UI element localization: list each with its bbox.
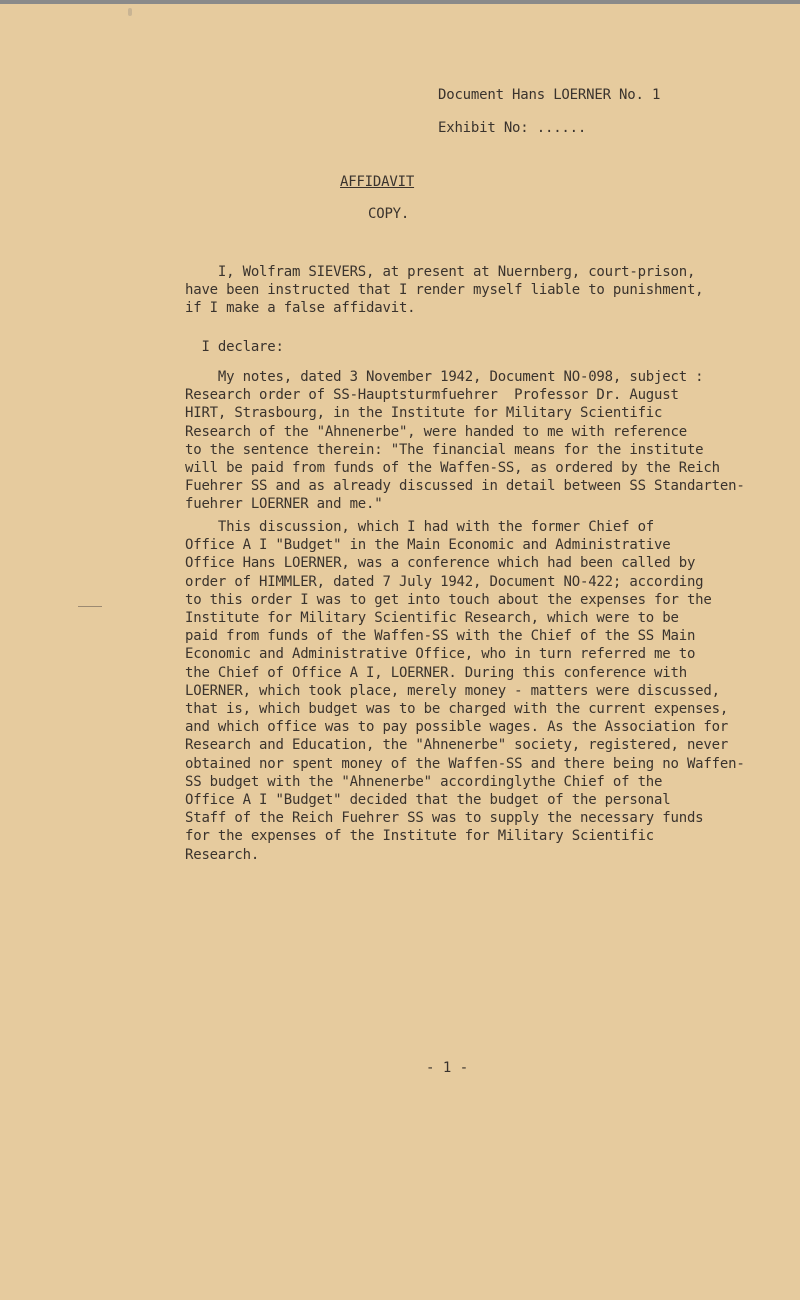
paragraph-notes: My notes, dated 3 November 1942, Document NO-098, subject : Research order of SS-Hauptsturmfuehrer Professor Dr. August HIRT, Strasbourg, in the Institute for Military Scientific Research of the "Ahnenerbe", were handed to me with reference to the sentence therein: "The financial means for the institute will be paid from funds of the Waffen-SS, as ordered by the Reich Fuehrer SS and as already discussed in detail between SS Standarten- fuehrer LOERNER and me."	[185, 369, 745, 513]
paragraph-liability: I, Wolfram SIEVERS, at present at Nuernberg, court-prison, have been instructed that I render myself liable to punishment, if I make a false affidavit.	[185, 264, 704, 317]
exhibit-number: Exhibit No: ......	[438, 120, 587, 136]
page-number: - 1 -	[426, 1060, 469, 1076]
document-title: AFFIDAVIT	[340, 174, 415, 190]
margin-mark	[78, 606, 102, 607]
paragraph-discussion: This discussion, which I had with the former Chief of Office A I "Budget" in the Main Economic and Administrative Office Hans LOERNER, was a conference which had been called by order of HIMMLER, dated 7 July 1942, Document NO-422; according to this order I was to get into touch about the expenses for the Institute for Military Scientific Research, which were to be paid from funds of the Waffen-SS with the Chief of the SS Main Economic and Administrative Office, who in turn referred me to the Chief of Office A I, LOERNER. During this conference with LOERNER, which took place, merely money - matters were discussed, that is, which budget was to be charged with the current expenses, and which office was to pay possible wages. As the Association for Research and Education, the "Ahnenerbe" society, registered, never obtained nor spent money of the Waffen-SS and there being no Waffen- SS budget with the "Ahnenerbe" accordinglythe Chief of the Office A I "Budget" decided that the budget of the personal Staff of the Reich Fuehrer SS was to supply the necessary funds for the expenses of the Institute for Military Scientific Research.	[185, 519, 745, 863]
paragraph-declare: I declare:	[185, 339, 284, 355]
scan-top-edge	[0, 0, 800, 4]
paper-speck	[128, 8, 132, 16]
copy-label: COPY.	[368, 206, 410, 222]
document-reference: Document Hans LOERNER No. 1	[438, 87, 661, 103]
